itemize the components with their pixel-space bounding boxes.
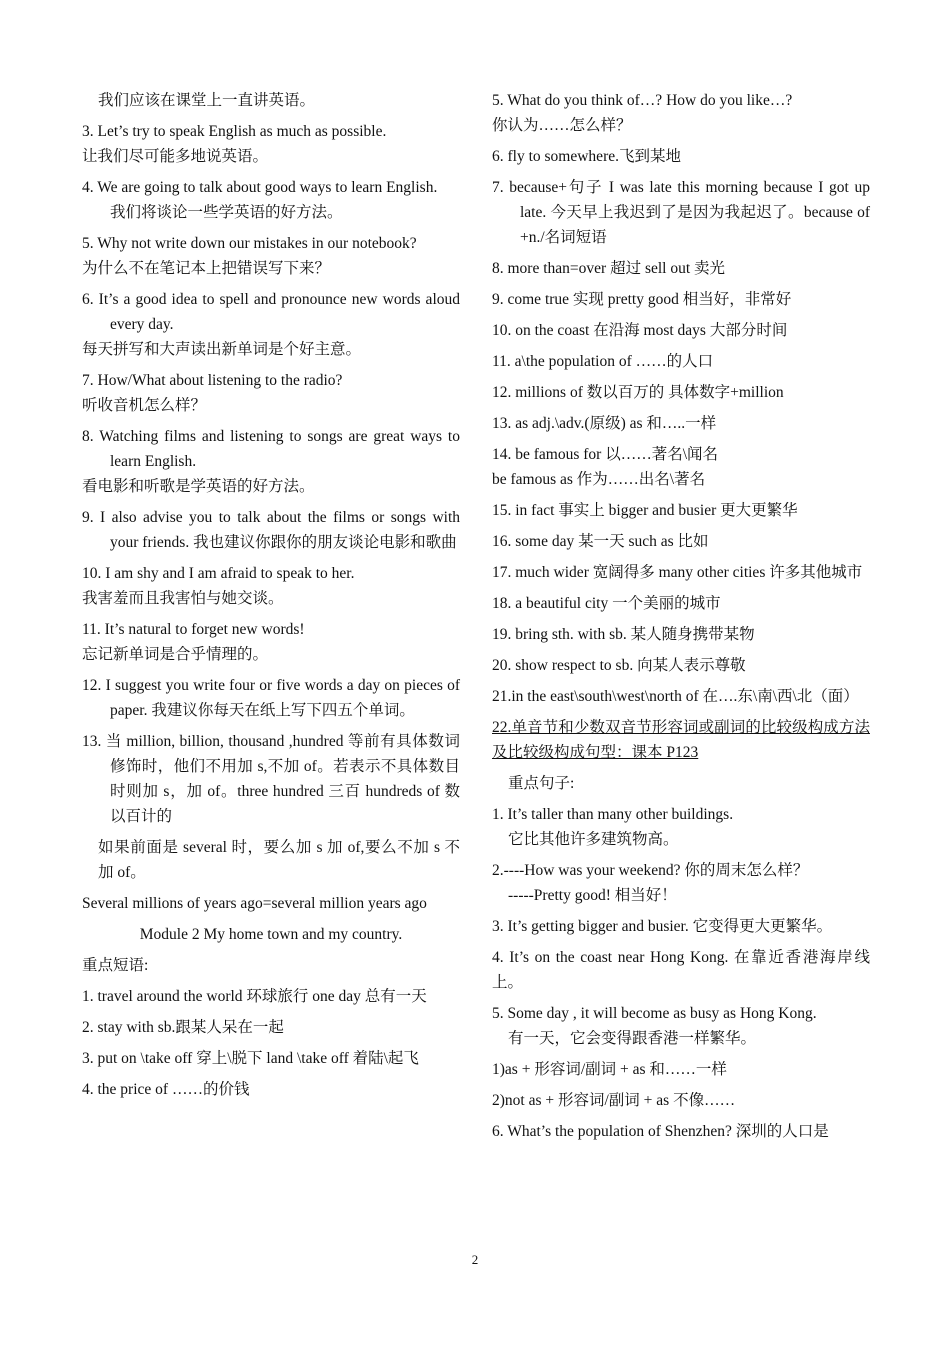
text-line: 忘记新单词是合乎情理的。 — [82, 646, 269, 663]
left-block-13 — [82, 891, 460, 916]
text-line: 5. Why not write down our mistakes in our notebook? — [82, 235, 417, 252]
left-block-11 — [82, 729, 460, 829]
left-column — [82, 88, 460, 1108]
text-line: 12. millions of 数以百万的 具体数字+million — [492, 384, 784, 401]
right-block-11 — [492, 529, 870, 554]
text-line: 2. stay with sb.跟某人呆在一起 — [82, 1019, 284, 1036]
text-line: -----Pretty good! 相当好！ — [508, 887, 677, 904]
page-number: 2 — [471, 1252, 479, 1267]
text-line: 看电影和听歌是学英语的好方法。 — [82, 478, 315, 495]
text-line: 5. Some day , it will become as busy as Hong Kong. — [492, 1005, 817, 1022]
text-line: 13. 当 million, billion, thousand ,hundred 等前有具体数词修饰时，他们不用加 s,不加 of。若表示不具体数目时则加 s，加 of。three hundred 三百 hundreds of 数以百计的 — [82, 733, 460, 825]
right-block-6 — [492, 349, 870, 374]
right-block-5 — [492, 318, 870, 343]
left-block-1 — [82, 119, 460, 169]
text-line: 12. I suggest you write four or five words a day on pieces of paper. 我建议你每天在纸上写下四五个单词。 — [82, 677, 460, 719]
text-line: 13. as adj.\adv.(原级) as 和…..一样 — [492, 415, 717, 432]
text-line: 听收音机怎么样？ — [82, 397, 207, 414]
text-line: 19. bring sth. with sb. 某人随身携带某物 — [492, 626, 755, 643]
text-line: 有一天，它会变得跟香港一样繁华。 — [508, 1030, 757, 1047]
right-block-26 — [492, 1119, 870, 1144]
underlined-heading: 22.单音节和少数双音节形容词或副词的比较级构成方法及比较级构成句型：课本 P123 — [492, 719, 870, 761]
right-block-2 — [492, 175, 870, 250]
left-block-5 — [82, 368, 460, 418]
right-block-23 — [492, 1001, 870, 1051]
text-line: 为什么不在笔记本上把错误写下来？ — [82, 260, 331, 277]
text-line: 4. It’s on the coast near Hong Kong. 在靠近香港海岸线上。 — [492, 949, 870, 991]
left-block-17 — [82, 1015, 460, 1040]
left-block-0 — [82, 88, 460, 113]
right-block-19 — [492, 802, 870, 852]
right-block-18 — [492, 771, 870, 796]
right-block-9 — [492, 442, 870, 492]
text-line: 我们将谈论一些学英语的好方法。 — [110, 204, 343, 221]
text-line: 6. fly to somewhere.飞到某地 — [492, 148, 681, 165]
text-line: 6. What’s the population of Shenzhen? 深圳的人口是 — [492, 1123, 829, 1140]
right-block-10 — [492, 498, 870, 523]
right-block-7 — [492, 380, 870, 405]
right-block-15 — [492, 653, 870, 678]
right-block-8 — [492, 411, 870, 436]
text-line: 9. come true 实现 pretty good 相当好，非常好 — [492, 291, 792, 308]
left-block-6 — [82, 424, 460, 499]
text-line: 5. What do you think of…? How do you like…? — [492, 92, 793, 109]
right-block-14 — [492, 622, 870, 647]
text-line: 4. We are going to talk about good ways to learn English. — [82, 179, 438, 196]
module-heading: Module 2 My home town and my country. — [139, 926, 403, 943]
text-line: 它比其他许多建筑物高。 — [508, 831, 679, 848]
text-line: 我害羞而且我害怕与她交谈。 — [82, 590, 284, 607]
right-column — [492, 88, 870, 1150]
text-line: 7. because+句子 I was late this morning because I got up late. 今天早上我迟到了是因为我起迟了。because of +n./名词短语 — [492, 179, 870, 246]
text-line: 16. some day 某一天 such as 比如 — [492, 533, 709, 550]
left-block-2 — [82, 175, 460, 225]
text-line: 我们应该在课堂上一直讲英语。 — [98, 92, 316, 109]
text-line: 2)not as + 形容词/副词 + as 不像…… — [492, 1092, 736, 1109]
right-block-1 — [492, 144, 870, 169]
text-line: 3. Let’s try to speak English as much as possible. — [82, 123, 387, 140]
right-block-0 — [492, 88, 870, 138]
text-line: 每天拼写和大声读出新单词是个好主意。 — [82, 341, 362, 358]
left-block-7 — [82, 505, 460, 555]
left-block-19 — [82, 1077, 460, 1102]
left-block-8 — [82, 561, 460, 611]
text-line: 10. on the coast 在沿海 most days 大部分时间 — [492, 322, 788, 339]
section-heading: 重点短语: — [82, 957, 149, 974]
text-line: 6. It’s a good idea to spell and pronounce new words aloud every day. — [82, 291, 460, 333]
text-line: 9. I also advise you to talk about the films or songs with your friends. 我也建议你跟你的朋友谈论电影和歌曲 — [82, 509, 460, 551]
right-block-16 — [492, 684, 870, 709]
left-block-4 — [82, 287, 460, 362]
right-block-13 — [492, 591, 870, 616]
text-line: 20. show respect to sb. 向某人表示尊敬 — [492, 657, 746, 674]
text-line: 你认为……怎么样？ — [492, 117, 632, 134]
text-line: 11. a\the population of ……的人口 — [492, 353, 714, 370]
text-line: 3. put on \take off 穿上\脱下 land \take off 着陆\起飞 — [82, 1050, 419, 1067]
text-line: 1. It’s taller than many other buildings. — [492, 806, 734, 823]
left-block-3 — [82, 231, 460, 281]
text-line: 17. much wider 宽阔得多 many other cities 许多其他城市 — [492, 564, 863, 581]
left-block-14 — [82, 922, 460, 947]
text-line: 1. travel around the world 环球旅行 one day 总有一天 — [82, 988, 427, 1005]
left-block-18 — [82, 1046, 460, 1071]
text-line: 如果前面是 several 时，要么加 s 加 of,要么不加 s 不加 of。 — [98, 839, 460, 881]
text-line: 21.in the east\south\west\north of 在….东\南\西\北（面） — [492, 688, 859, 705]
right-block-12 — [492, 560, 870, 585]
text-line: 让我们尽可能多地说英语。 — [82, 148, 269, 165]
right-block-24 — [492, 1057, 870, 1082]
left-block-15 — [82, 953, 460, 978]
text-line: 7. How/What about listening to the radio? — [82, 372, 343, 389]
right-block-20 — [492, 858, 870, 908]
left-block-16 — [82, 984, 460, 1009]
right-block-25 — [492, 1088, 870, 1113]
text-line: 3. It’s getting bigger and busier. 它变得更大更繁华。 — [492, 918, 833, 935]
right-block-22 — [492, 945, 870, 995]
text-line: 11. It’s natural to forget new words! — [82, 621, 305, 638]
text-line: 10. I am shy and I am afraid to speak to her. — [82, 565, 355, 582]
right-block-4 — [492, 287, 870, 312]
section-heading: 重点句子: — [508, 775, 575, 792]
right-block-21 — [492, 914, 870, 939]
left-block-9 — [82, 617, 460, 667]
left-block-10 — [82, 673, 460, 723]
text-line: be famous as 作为……出名\著名 — [492, 471, 706, 488]
text-line: 14. be famous for 以……著名\闻名 — [492, 446, 719, 463]
right-block-17 — [492, 715, 870, 765]
text-line: 15. in fact 事实上 bigger and busier 更大更繁华 — [492, 502, 798, 519]
text-line: 18. a beautiful city 一个美丽的城市 — [492, 595, 721, 612]
text-line: 8. more than=over 超过 sell out 卖光 — [492, 260, 726, 277]
text-line: Several millions of years ago=several million years ago — [82, 895, 427, 912]
right-block-3 — [492, 256, 870, 281]
text-line: 8. Watching films and listening to songs are great ways to learn English. — [82, 428, 460, 470]
text-line: 2.----How was your weekend? 你的周末怎么样？ — [492, 862, 809, 879]
left-block-12 — [82, 835, 460, 885]
text-line: 1)as + 形容词/副词 + as 和……一样 — [492, 1061, 727, 1078]
text-line: 4. the price of ……的价钱 — [82, 1081, 250, 1098]
